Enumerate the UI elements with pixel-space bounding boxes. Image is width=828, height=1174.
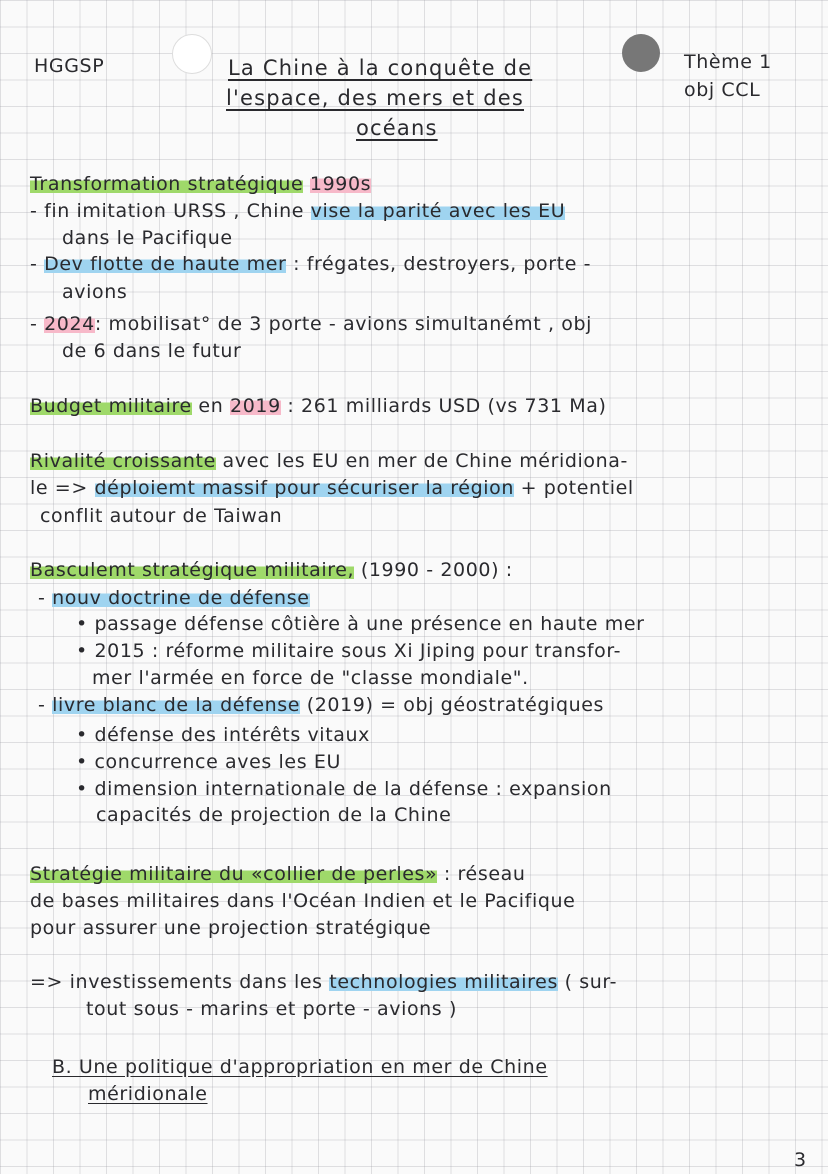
section-budget <box>30 396 606 418</box>
text-span: => investissements dans les <box>30 971 330 993</box>
highlight-blue: Dev flotte de haute mer <box>44 253 287 275</box>
text-span: - <box>30 313 45 335</box>
note-line <box>30 201 565 223</box>
note-line: tout sous - marins et porte - avions ) <box>86 998 457 1020</box>
highlight-blue: livre blanc de la défense <box>52 694 301 716</box>
text-span: + potentiel <box>513 477 634 499</box>
text-span: : frégates, destroyers, porte - <box>286 253 592 275</box>
text-span: : 261 milliards USD (vs 731 Ma) <box>280 395 607 417</box>
page-title-line-3: océans <box>356 116 438 140</box>
highlight-blue: nouv doctrine de défense <box>52 587 310 609</box>
bullet-item: • défense des intérêts vitaux <box>76 724 370 746</box>
text-span: - fin imitation URSS , Chine <box>30 200 311 222</box>
text-span: - <box>38 694 53 716</box>
punch-hole-left <box>172 34 212 74</box>
page-title-line-2: l'espace, des mers et des <box>226 86 524 110</box>
note-line: conflit autour de Taiwan <box>40 505 283 527</box>
note-line <box>30 314 592 336</box>
text-span: : mobilisat° de 3 porte - avions simultanémt , obj <box>94 313 593 335</box>
text-span: (1990 - 2000) : <box>354 559 513 581</box>
section-pearls <box>30 864 526 886</box>
text-span: en <box>191 395 230 417</box>
text-span: : réseau <box>437 863 526 885</box>
text-span: le => <box>30 477 95 499</box>
objective-label: obj CCL <box>684 79 761 101</box>
highlight-pink: 2019 <box>230 395 281 417</box>
note-line: pour assurer une projection stratégique <box>30 917 432 939</box>
bullet-item: mer l'armée en force de "classe mondiale". <box>92 667 529 689</box>
bullet-item: • 2015 : réforme militaire sous Xi Jiping pour transfor- <box>76 640 622 662</box>
highlight-green: Stratégie militaire du «collier de perles» <box>30 863 438 885</box>
note-line: de bases militaires dans l'Océan Indien et le Pacifique <box>30 890 576 912</box>
highlight-blue: technologies militaires <box>329 971 558 993</box>
subsection-b-heading: B. Une politique d'appropriation en mer de Chine <box>52 1056 548 1078</box>
note-line <box>30 254 591 276</box>
note-line: avions <box>62 281 128 303</box>
bullet-item: • dimension internationale de la défense : expansion <box>76 778 612 800</box>
text-span: ( sur- <box>557 971 618 993</box>
text-span: - <box>38 587 53 609</box>
note-line: de 6 dans le futur <box>62 340 242 362</box>
text-span: - <box>30 253 45 275</box>
highlight-green: Transformation stratégique <box>30 173 304 195</box>
section-transformation-heading <box>30 174 371 196</box>
highlight-green: Rivalité croissante <box>30 450 216 472</box>
section-investments <box>30 972 617 994</box>
note-line <box>38 588 310 610</box>
punch-hole-right <box>622 34 660 72</box>
page-title-line-1: La Chine à la conquête de <box>228 56 533 80</box>
theme-label: Thème 1 <box>684 51 772 73</box>
bullet-item: • concurrence aves les EU <box>76 751 341 773</box>
note-line: dans le Pacifique <box>62 227 233 249</box>
subject-label: HGGSP <box>34 55 105 77</box>
note-line <box>30 478 634 500</box>
bullet-item: • passage défense côtière à une présence en haute mer <box>76 613 645 635</box>
page-number: 3 <box>794 1149 807 1171</box>
note-line <box>38 695 604 717</box>
highlight-pink: 2024 <box>44 313 95 335</box>
text-span: (2019) = obj géostratégiques <box>300 694 605 716</box>
highlight-blue: vise la parité avec les EU <box>310 200 566 222</box>
text-span: avec les EU en mer de Chine méridiona- <box>215 450 628 472</box>
section-rivalry <box>30 451 628 473</box>
section-shift <box>30 560 513 582</box>
bullet-item: capacités de projection de la Chine <box>96 804 452 826</box>
highlight-green: Basculemt stratégique militaire, <box>30 559 355 581</box>
highlight-pink: 1990s <box>309 173 372 195</box>
subsection-b-heading-cont: méridionale <box>88 1083 208 1105</box>
highlight-blue: déploiemt massif pour sécuriser la région <box>94 477 514 499</box>
highlight-green: Budget militaire <box>30 395 192 417</box>
